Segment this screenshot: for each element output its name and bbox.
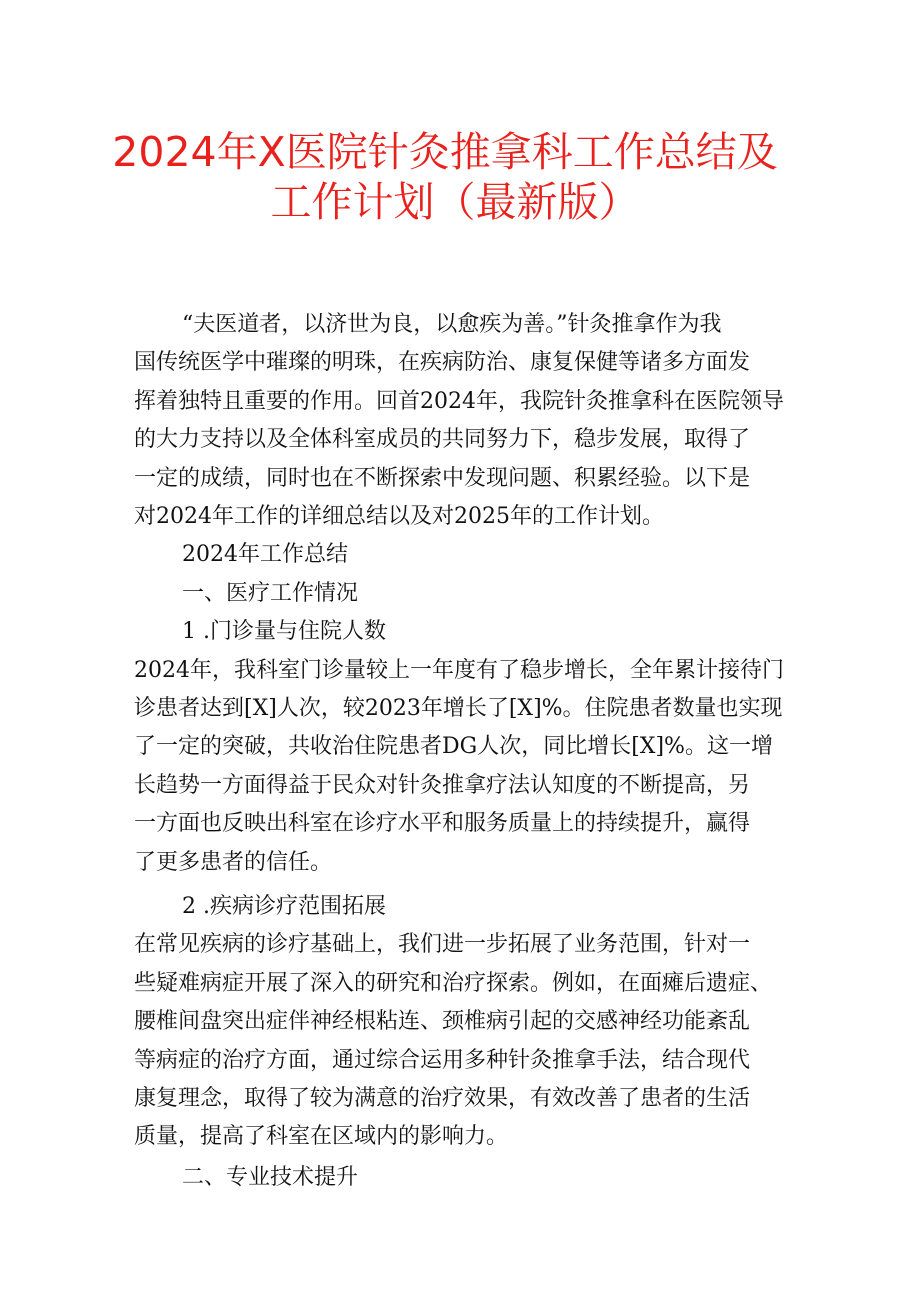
heading-technical: 二、专业技术提升 (182, 1165, 359, 1190)
intro-line: “夫医道者，以济世为良，以愈疾为善。”针灸推拿作为我 (182, 312, 722, 337)
section-summary-heading: 2024年工作总结 (182, 542, 348, 568)
intro-line: 国传统医学中璀璨的明珠，在疾病防治、康复保健等诸多方面发 (134, 350, 751, 376)
paragraph-2-line: 等病症的治疗方面，通过综合运用多种针灸推拿手法，结合现代 (134, 1047, 751, 1073)
paragraph-2-line: 康复理念，取得了较为满意的治疗效果，有效改善了患者的生活 (134, 1086, 751, 1111)
paragraph-1-line: 2024年，我科室门诊量较上一年度有了稳步增长，全年累计接待门 (134, 657, 784, 683)
paragraph-1-line: 长趋势一方面得益于民众对针灸推拿疗法认知度的不断提高，另 (134, 772, 751, 798)
paragraph-1-line: 诊患者达到[X]人次，较2023年增长了[X]%。住院患者数量也实现 (134, 696, 783, 721)
subheading-scope: 2 .疾病诊疗范围拓展 (182, 894, 386, 919)
intro-line: 的大力支持以及全体科室成员的共同努力下，稳步发展，取得了 (134, 427, 751, 453)
paragraph-1-line: 了一定的突破，共收治住院患者DG人次，同比增长[X]%。这一增 (134, 734, 773, 760)
paragraph-2-line: 些疑难病症开展了深入的研究和治疗探索。例如，在面瘫后遗症、 (134, 970, 773, 996)
paragraph-2-line: 质量，提高了科室在区域内的影响力。 (134, 1124, 509, 1150)
document-title-line-1: 2024年X医院针灸推拿科工作总结及 (112, 128, 778, 176)
paragraph-2-line: 在常见疾病的诊疗基础上，我们进一步拓展了业务范围，针对一 (134, 932, 751, 958)
paragraph-2-line: 腰椎间盘突出症伴神经根粘连、颈椎病引起的交感神经功能紊乱 (134, 1009, 751, 1035)
subheading-outpatient: 1 .门诊量与住院人数 (182, 619, 386, 645)
paragraph-1-line: 一方面也反映出科室在诊疗水平和服务质量上的持续提升，赢得 (134, 811, 751, 837)
intro-line: 对2024年工作的详细总结以及对2025年的工作计划。 (134, 504, 664, 529)
heading-medical-work: 一、医疗工作情况 (182, 580, 359, 606)
paragraph-1-line: 了更多患者的信任。 (134, 849, 333, 875)
document-title-line-2: 工作计划（最新版） (270, 178, 640, 226)
intro-line: 挥着独特且重要的作用。回首2024年，我院针灸推拿科在医院领导 (134, 388, 784, 414)
intro-line: 一定的成绩，同时也在不断探索中发现问题、积累经验。以下是 (134, 465, 751, 491)
